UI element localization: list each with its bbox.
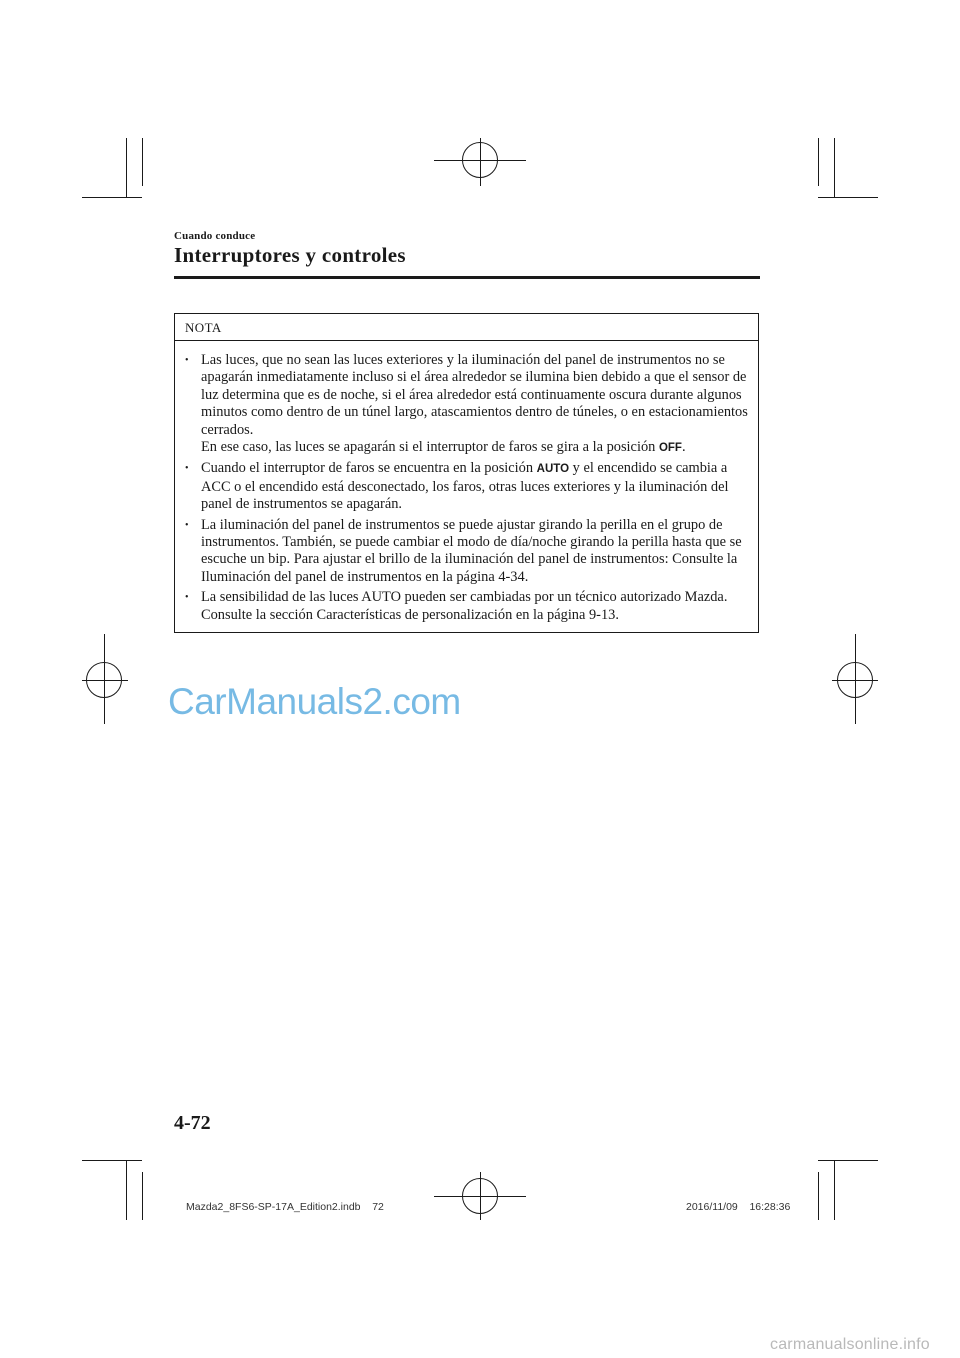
crop-mark-line — [142, 1172, 143, 1220]
note-subtext-before: En ese caso, las luces se apagarán si el interruptor de faros se gira a la posición — [201, 439, 659, 456]
page-title: Interruptores y controles — [174, 243, 406, 267]
registration-circle — [462, 142, 498, 178]
crop-mark-line — [126, 138, 127, 198]
crop-mark-line — [818, 197, 878, 198]
crop-mark-line — [818, 138, 819, 186]
bullet-icon: • — [185, 355, 189, 366]
title-divider — [174, 276, 760, 279]
registration-circle — [462, 1178, 498, 1214]
note-text-after: y el encendido se cambia a ACC o el encendido está desconectado, los faros, otras luces exteriores y la iluminación del panel de instrumentos se apagarán. — [201, 460, 729, 513]
note-subtext — [201, 439, 752, 457]
site-footer-link[interactable]: carmanualsonline.info — [770, 1336, 930, 1353]
note-header — [175, 314, 758, 341]
auto-symbol-icon: AUTO — [536, 463, 570, 476]
note-title: NOTA — [185, 320, 222, 335]
registration-circle — [837, 662, 873, 698]
list-item — [185, 460, 752, 513]
file-info: Mazda2_8FS6-SP-17A_Edition2.indb 72 — [186, 1201, 384, 1213]
note-text-before: Cuando el interruptor de faros se encuentra en la posición — [201, 460, 537, 477]
list-item — [185, 517, 752, 587]
section-label: Cuando conduce — [174, 230, 256, 242]
bullet-icon: • — [185, 519, 189, 531]
off-symbol-icon: OFF — [658, 442, 682, 455]
crop-mark-line — [126, 1160, 127, 1220]
bullet-icon: • — [185, 592, 189, 604]
crop-mark-line — [818, 1172, 819, 1220]
note-subtext-after: . — [681, 439, 686, 456]
page-number: 4-72 — [174, 1112, 211, 1134]
crop-mark-line — [834, 1160, 835, 1220]
note-list — [185, 352, 752, 627]
watermark: CarManuals2.com — [168, 681, 461, 722]
list-item — [185, 352, 752, 457]
note-box — [174, 313, 759, 633]
crop-mark-line — [142, 138, 143, 186]
bullet-icon: • — [185, 463, 189, 475]
print-timestamp: 2016/11/09 16:28:36 — [686, 1201, 791, 1213]
crop-mark-line — [818, 1160, 878, 1161]
crop-mark-line — [82, 1160, 142, 1161]
crop-mark-line — [834, 138, 835, 198]
list-item — [185, 589, 752, 624]
note-text: La iluminación del panel de instrumentos se puede ajustar girando la perilla en el grupo de instrumentos. También, se puede cambiar el modo de día/noche girando la perilla hasta que se escuche un bip. Para ajustar el brillo de la iluminación del panel de instrumentos: Consulte la Iluminación del panel de instrumentos en la página 4-34. — [201, 516, 742, 585]
note-text: Las luces, que no sean las luces exteriores y la iluminación del panel de instrumentos no se apagarán inmediatamente incluso si el área alrededor se ilumina bien debido a que el sensor de luz determina que es de noche, si el área alrededor está continuamente oscura durante algunos minutos como dentro de un túnel largo, atascamientos dentro de túneles, o en estacionamientos cerrados. — [201, 352, 748, 438]
crop-mark-line — [82, 197, 142, 198]
note-text: La sensibilidad de las luces AUTO pueden ser cambiadas por un técnico autorizado Mazda. Consulte la sección Características de personalización en la página 9-13. — [201, 589, 728, 623]
registration-circle — [86, 662, 122, 698]
